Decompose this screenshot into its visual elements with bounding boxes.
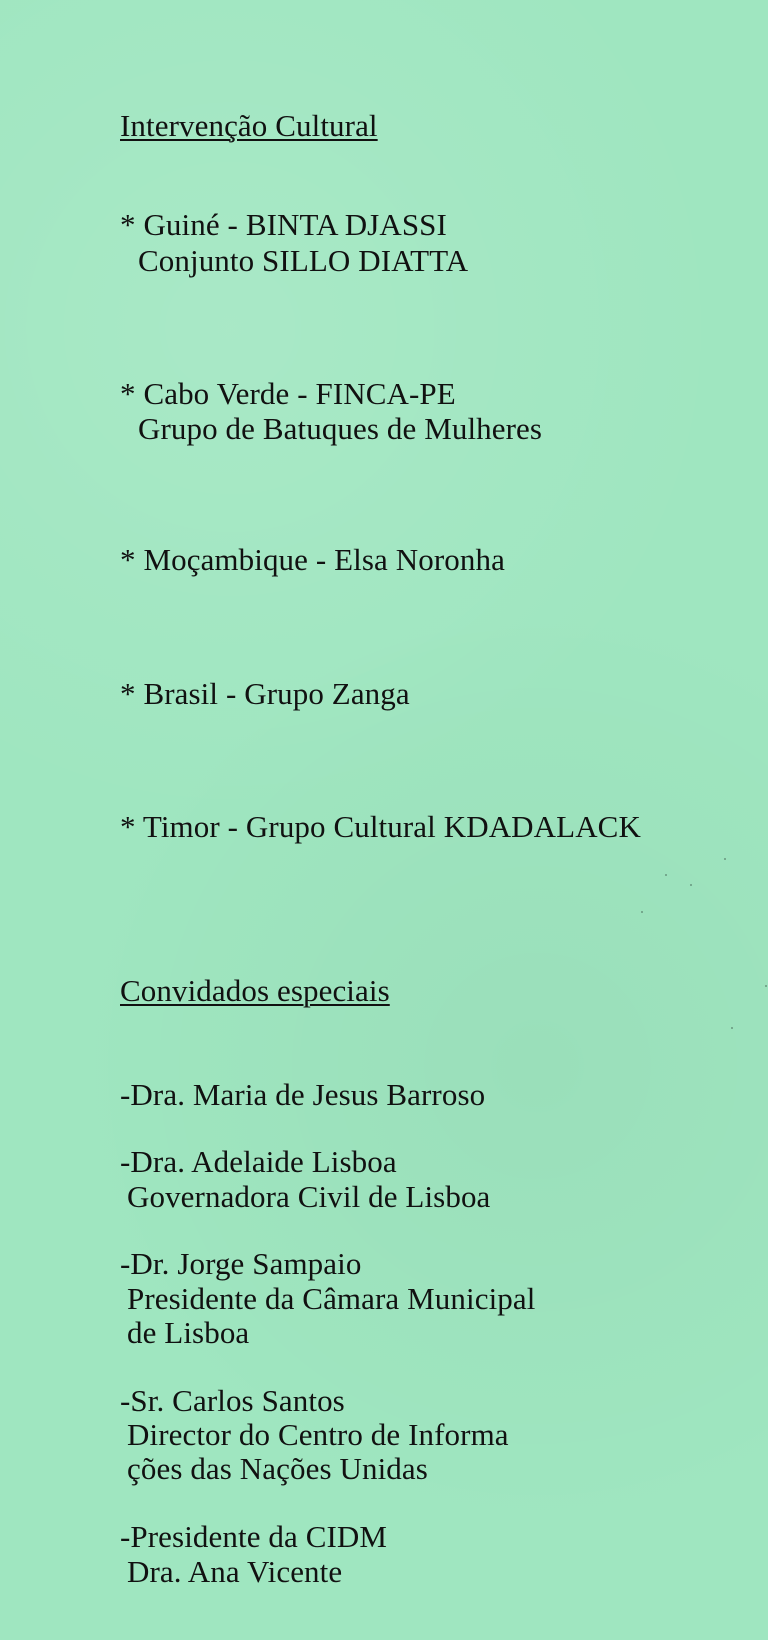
cultural-item-cabo-verde: * Cabo Verde - FINCA-PE [120, 376, 456, 411]
paper-speck [731, 1027, 733, 1029]
paper-speck [641, 911, 643, 913]
guests-heading: Convidados especiais [120, 973, 390, 1008]
guest-item-jorge-sampaio-role-continued: de Lisboa [127, 1315, 250, 1350]
paper-speck [665, 874, 667, 876]
guest-item-carlos-santos: -Sr. Carlos Santos [120, 1383, 345, 1418]
cultural-item-guine: * Guiné - BINTA DJASSI [120, 207, 447, 242]
paper-speck [765, 985, 767, 987]
cultural-item-mocambique: * Moçambique - Elsa Noronha [120, 542, 505, 577]
cultural-item-guine-subtitle: Conjunto SILLO DIATTA [138, 243, 469, 278]
paper-speck [690, 884, 692, 886]
paper-speck [724, 858, 726, 860]
guest-item-carlos-santos-role: Director do Centro de Informa [127, 1417, 509, 1452]
cultural-heading: Intervenção Cultural [120, 108, 378, 143]
guest-item-maria-de-jesus-barroso: -Dra. Maria de Jesus Barroso [120, 1077, 486, 1112]
guest-item-presidente-cidm-name: Dra. Ana Vicente [127, 1554, 343, 1589]
guest-item-carlos-santos-role-continued: ções das Nações Unidas [127, 1451, 428, 1486]
guest-item-jorge-sampaio: -Dr. Jorge Sampaio [120, 1246, 362, 1281]
cultural-item-cabo-verde-subtitle: Grupo de Batuques de Mulheres [138, 411, 543, 446]
guest-item-presidente-cidm: -Presidente da CIDM [120, 1519, 388, 1554]
guest-item-adelaide-lisboa: -Dra. Adelaide Lisboa [120, 1144, 397, 1179]
cultural-item-timor: * Timor - Grupo Cultural KDADALACK [120, 809, 641, 844]
cultural-item-brasil: * Brasil - Grupo Zanga [120, 676, 410, 711]
guest-item-adelaide-lisboa-role: Governadora Civil de Lisboa [127, 1179, 491, 1214]
guest-item-jorge-sampaio-role: Presidente da Câmara Municipal [127, 1281, 536, 1316]
